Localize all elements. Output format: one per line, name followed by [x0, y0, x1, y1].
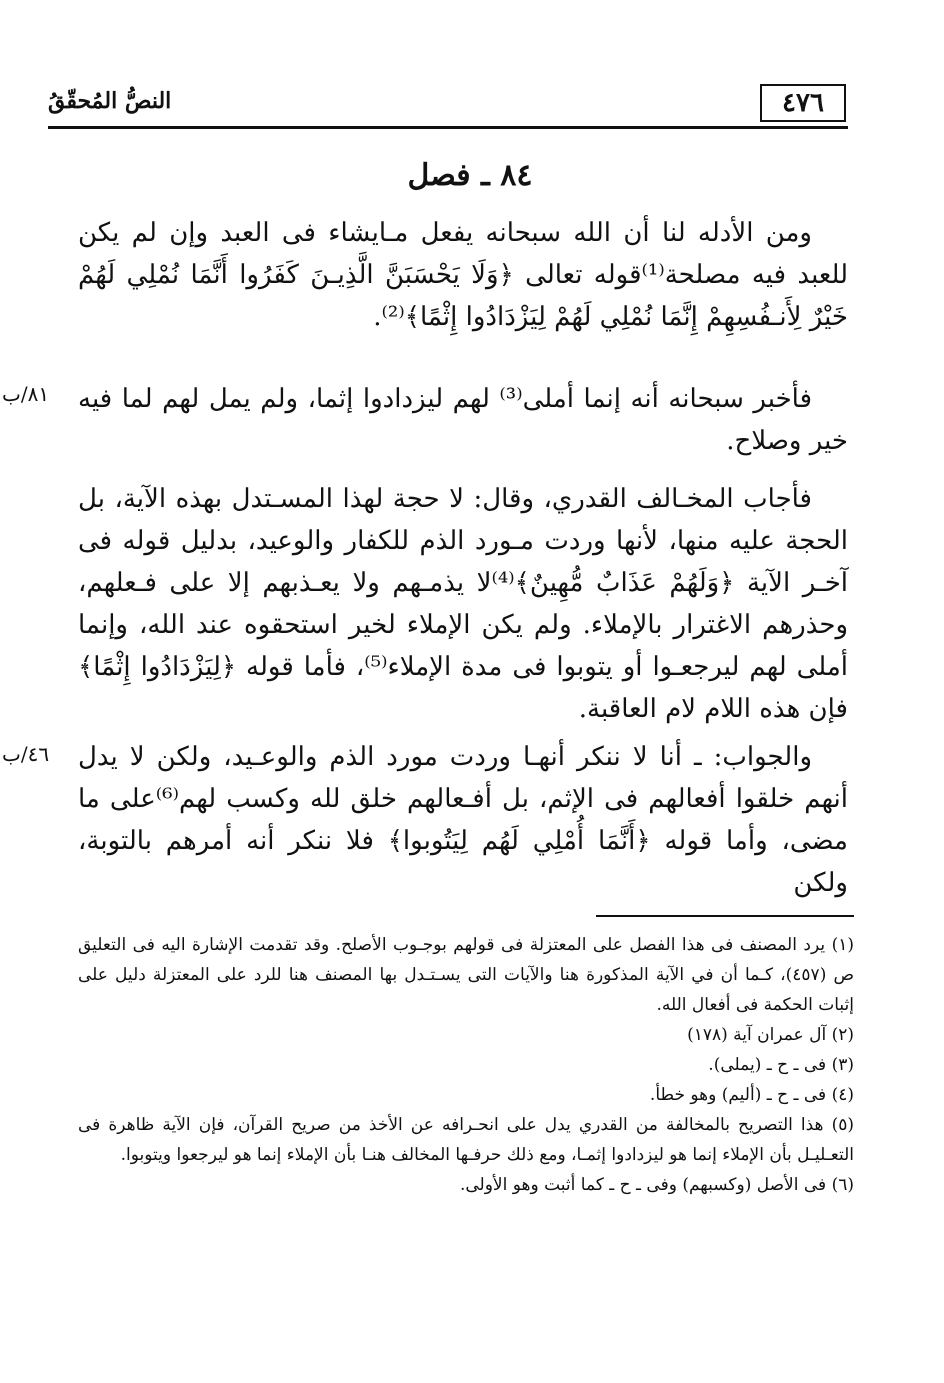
paragraph-1: [78, 212, 848, 380]
footnote-1: (١) يرد المصنف فى هذا الفصل على المعتزلة فى قولهم بوجـوب الأصلح. وقد تقدمت الإشارة اليه فى التعليق ص (٤٥٧)، كـما أن في الآية المذكورة هنا والآيات التى يسـتـدل بها المصنف هنا للرد على المعتزلة دليل على إثبات الحكمة فى أفعال الله.: [78, 935, 854, 1015]
paragraph-text: ومن الأدله لنا أن الله سبحانه يفعل مـايشاء فى العبد وإن لم يكن للعبد فيه مصلحة⁽¹⁾قوله تعالى ﴿وَلَا يَحْسَبَنَّ الَّذِيـنَ كَفَرُوا أَنَّمَا نُمْلِي لَهُمْ خَيْرٌ لِأَنـفُسِهِمْ إِنَّمَا نُمْلِي لَهُمْ لِيَزْدَادُوا إِثْمًا﴾⁽²⁾.: [78, 218, 848, 332]
header-rule: [48, 126, 848, 129]
footnote-2: (٢) آل عمران آية (١٧٨): [687, 1025, 854, 1045]
paragraph-4: [78, 736, 849, 898]
section-title: ٨٤ ـ فصل: [407, 158, 533, 193]
paragraph-2: [78, 378, 848, 468]
paragraph-text: فأجاب المخـالف القدري، وقال: لا حجة لهذا المسـتدل بهذه الآية، بل الحجة عليه منها، لأنها وردت مـورد الذم للكفار والوعيد، بدليل قوله فى آخـر الآية ﴿وَلَهُمْ عَذَابٌ مُّهِينٌ﴾⁽⁴⁾لا يذمـهم ولا يعـذبهم إلا على فـعلهم، وحذرهم الاغترار بالإملاء. ولم يكن الإملاء لخير استحقوه عند الله، وإنما أملى لهم ليرجعـوا أو يتوبوا فى مدة الإملاء⁽⁵⁾، فأما قوله ﴿لِيَزْدَادُوا إِثْمًا﴾ فإن هذه اللام لام العاقبة.: [78, 484, 848, 724]
paragraph-text: والجواب: ـ أنا لا ننكر أنهـا وردت مورد الذم والوعـيد، ولكن لا يدل أنهم خلقوا أفعالهم فى الإثم، بل أفـعالهم خلق لله وكسب لهم⁽⁶⁾على ما مضى، وأما قوله ﴿أَنَّمَا أُمْلِي لَهُم لِيَتُوبوا﴾ فلا ننكر أنه أمرهم بالتوبة، ولكن: [78, 742, 849, 898]
footnote-4: (٤) فى ـ ح ـ (أليم) وهو خطأ.: [649, 1085, 854, 1105]
margin-note: ٨١/ب: [2, 382, 50, 406]
footnote-5: (٥) هذا التصريح بالمخالفة من القدري يدل على انحـرافه عن الأخذ من صريح القرآن، فإن الآية ظاهرة فى التعـليـل بأن الإملاء إنما هو ليزدادوا إثمـا، ومع ذلك حرفـها المخالف هنـا بأن الإملاء إنما هو ليرجعوا ويتوبوا.: [78, 1115, 854, 1165]
paragraph-text: فأخبر سبحانه أنه إنما أملى⁽³⁾ لهم ليزدادوا إثما، ولم يمل لهم لما فيه خير وصلاح.: [78, 384, 848, 456]
footnote-3: (٣) فى ـ ح ـ (يملى).: [708, 1055, 854, 1075]
running-head: النصُّ المُحقّقُ: [48, 88, 172, 114]
footnote-6: (٦) فى الأصل (وكسبهم) وفى ـ ح ـ كما أثبت وهو الأولى.: [459, 1175, 854, 1195]
margin-note: ٤٦/ب: [2, 742, 50, 766]
paragraph-3: [78, 478, 848, 738]
page-number: ٤٧٦: [760, 84, 846, 122]
footnote-rule: [596, 915, 854, 917]
footnotes: [78, 930, 854, 1200]
